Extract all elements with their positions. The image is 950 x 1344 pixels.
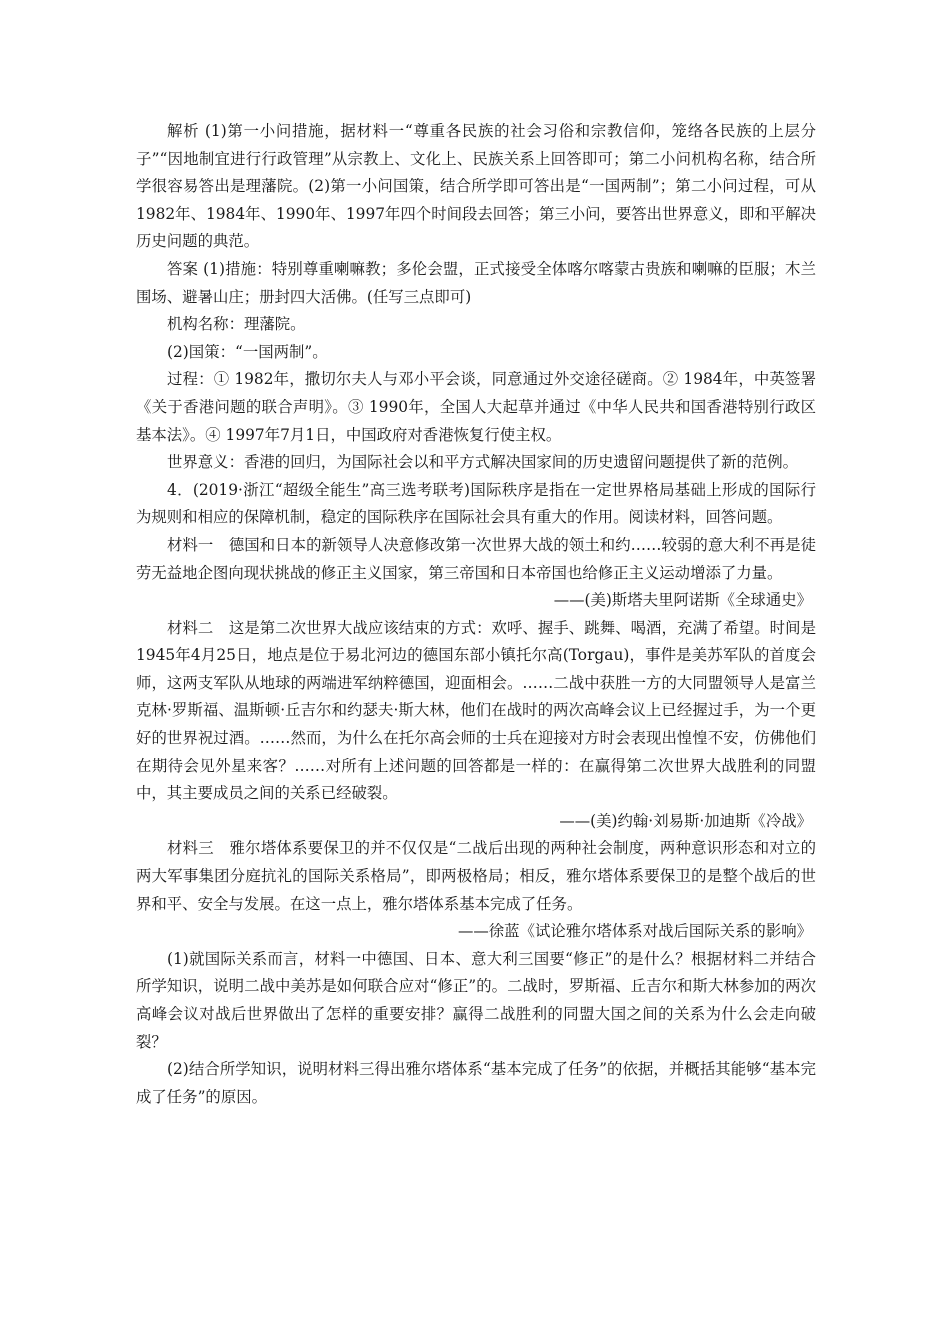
material-two-source: ——(美)约翰·刘易斯·加迪斯《冷战》 [559,811,812,830]
material-one: 材料一 德国和日本的新领导人决意修改第一次世界大战的领土和约……较弱的意大利不再是徒劳无益地企图向现状挑战的修正主义国家，第三帝国和日本帝国也给修正主义运动增添了力量。 [136,535,816,582]
answer-institution: 机构名称：理藩院。 [167,315,306,334]
answer-world-significance: 世界意义：香港的回归，为国际社会以和平方式解决国家间的历史遗留问题提供了新的范例。 [167,453,799,472]
document-page [136,118,816,1111]
analysis-paragraph: 解析 (1)第一小问措施，据材料一“尊重各民族的社会习俗和宗教信仰，笼络各民族的上层分子”“因地制宜进行行政管理”从宗教上、文化上、民族关系上回答即可；第二小问机构名称，结合所学很容易答出是理藩院。(2)第一小问国策，结合所学即可答出是“一国两制”；第二小问过程，可从1982年、1984年、1990年、1997年四个时间段去回答；第三小问，要答出世界意义，即和平解决历史问题的典范。 [136,122,816,251]
answer-national-policy: (2)国策：“一国两制”。 [167,342,328,361]
material-three: 材料三 雅尔塔体系要保卫的并不仅仅是“二战后出现的两种社会制度，两种意识形态和对立的两大军事集团分庭抗礼的国际关系格局”，即两极格局；相反，雅尔塔体系要保卫的是整个战后的世界和平、安全与发展。在这一点上，雅尔塔体系基本完成了任务。 [136,839,816,913]
sub-question-1: (1)就国际关系而言，材料一中德国、日本、意大利三国要“修正”的是什么？根据材料二并结合所学知识，说明二战中美苏是如何联合应对“修正”的。二战时，罗斯福、丘吉尔和斯大林参加的两次高峰会议对战后世界做出了怎样的重要安排？赢得二战胜利的同盟大国之间的关系为什么会走向破裂？ [136,949,816,1051]
answer-paragraph: 答案 (1)措施：特别尊重喇嘛教；多伦会盟，正式接受全体喀尔喀蒙古贵族和喇嘛的臣服；木兰围场、避暑山庄；册封四大活佛。(任写三点即可) [136,259,816,306]
sub-question-2: (2)结合所学知识，说明材料三得出雅尔塔体系“基本完成了任务”的依据，并概括其能够“基本完成了任务”的原因。 [136,1060,816,1106]
material-one-source: ——(美)斯塔夫里阿诺斯《全球通史》 [553,591,812,610]
answer-process: 过程：① 1982年，撒切尔夫人与邓小平会谈，同意通过外交途径磋商。② 1984年，中英签署《关于香港问题的联合声明》。③ 1990年，全国人大起草并通过《中华人民共和国香港特别行政区基本法》。④ 1997年7月1日，中国政府对香港恢复行使主权。 [136,370,816,444]
question-4-stem: 4．(2019·浙江“超级全能生”高三选考联考)国际秩序是指在一定世界格局基础上形成的国际行为规则和相应的保障机制，稳定的国际秩序在国际社会具有重大的作用。阅读材料，回答问题。 [136,480,816,527]
material-three-source: ——徐蓝《试论雅尔塔体系对战后国际关系的影响》 [458,922,812,941]
material-two: 材料二 这是第二次世界大战应该结束的方式：欢呼、握手、跳舞、喝酒，充满了希望。时间是1945年4月25日，地点是位于易北河边的德国东部小镇托尔高(Torgau)，事件是美苏军队的首度会师，这两支军队从地球的两端进军纳粹德国，迎面相会。……二战中获胜一方的大同盟领导人是富兰克林·罗斯福、温斯顿·丘吉尔和约瑟夫·斯大林，他们在战时的两次高峰会议上已经握过手，为一个更好的世界祝过酒。……然而，为什么在托尔高会师的士兵在迎接对方时会表现出惶惶不安，仿佛他们在期待会见外星来客？……对所有上述问题的回答都是一样的：在赢得第二次世界大战胜利的同盟中，其主要成员之间的关系已经破裂。 [136,618,816,803]
